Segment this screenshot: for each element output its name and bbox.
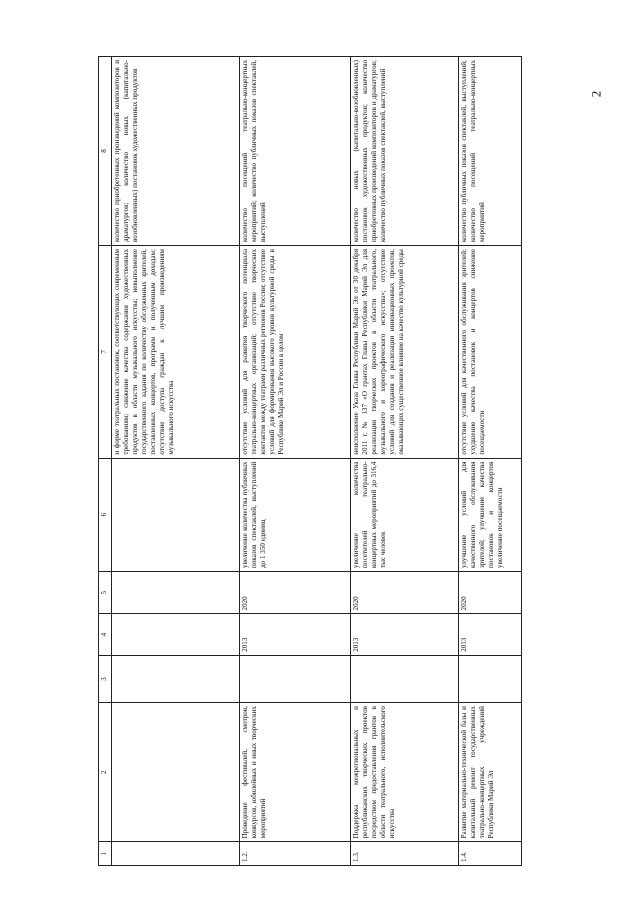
cell-consequences: неисполнение Указа Главы Республики Марий Эл от 30 декабря 2011 г. № 137 «О грантах Главы Республики Марий Эл для реализации творческих проектов в области театрального, музыкального и хореографического искусства»; отсутствие условий для создания и реализации инновационных проектов, оказывающих существенное влияние на качество культурной среды (351, 246, 459, 459)
cell-end-year: 2020 (459, 571, 522, 614)
header-cell: 8 (99, 57, 112, 246)
cell-start-year (112, 614, 240, 655)
header-cell: 2 (99, 703, 112, 842)
cell-expected-result: улучшение условий для качественного обслуживания зрителей; улучшение качества постановок и концертов увеличение посещаемости (459, 458, 522, 571)
cell-measure: Поддержка межрегиональных и республиканских творческих проектов посредством предоставления грантов в области театрального, исполнительского искусства (351, 703, 459, 842)
table-row (112, 57, 240, 866)
header-cell: 6 (99, 458, 112, 571)
cell-executor (112, 655, 240, 702)
cell-executor (459, 655, 522, 702)
header-cell: 5 (99, 571, 112, 614)
cell-indicators: количество публичных показов спектаклей, выступлений; количество посещений театрально-концертных мероприятий (459, 57, 522, 246)
cell-end-year: 2020 (240, 571, 351, 614)
table-row (459, 57, 522, 866)
header-cell: 3 (99, 655, 112, 702)
cell-expected-result (112, 458, 240, 571)
cell-start-year: 2013 (240, 614, 351, 655)
rotated-table-container (98, 56, 586, 866)
cell-indicators: количество посещений театрально-концертных мероприятий; количество публичных показов спектаклей, выступлений (240, 57, 351, 246)
header-cell: 1 (99, 842, 112, 866)
cell-end-year: 2020 (351, 571, 459, 614)
header-cell: 7 (99, 246, 112, 459)
cell-measure (112, 703, 240, 842)
table-row (351, 57, 459, 866)
header-row (99, 57, 112, 866)
cell-start-year: 2013 (459, 614, 522, 655)
cell-consequences: отсутствие условий для развития творческого потенциала театрально-концертных организаций; отсутствие творческих контактов между театрами различных регионов России; отсутствие условий для формирования высокого уровня культурной среды в Республике Марий Эл и России в целом (240, 246, 351, 459)
header-cell: 4 (99, 614, 112, 655)
cell-executor (240, 655, 351, 702)
cell-expected-result: увеличение количества посетителей театрально-концертных мероприятий до 316,4 тыс человек (351, 458, 459, 571)
cell-num: 1.4. (459, 842, 522, 866)
cell-consequences: и форме театральных постановок, соответствующих современным требованиям; снижение качества содержания художественных продуктов в области музыкального искусства; невыполнение государственного задания по количеству обслуженных зрителей, поставленных концертов, программ и полученным доходам; отсутствие доступа граждан к лучшим произведениям музыкального искусства (112, 246, 240, 459)
cell-start-year: 2013 (351, 614, 459, 655)
cell-measure: Развитие материально-технической базы и капитальный ремонт государственных театрально-концертных учреждений Республики Марий Эл (459, 703, 522, 842)
program-measures-table (98, 56, 522, 866)
cell-executor (351, 655, 459, 702)
cell-num: 1.3. (351, 842, 459, 866)
cell-measure: Проведение фестивалей, смотров, конкурсов, юбилейных и иных творческих мероприятий (240, 703, 351, 842)
cell-num (112, 842, 240, 866)
cell-indicators: количество приобретенных произведений композиторов и драматургов; количество новых (капитально-возобновленных) постановок художественных продуктов (112, 57, 240, 246)
table-row (240, 57, 351, 866)
cell-end-year (112, 571, 240, 614)
cell-indicators: количество новых (капитально-возобновленных) постановок художественных продуктов; количество приобретенных произведений композиторов и драматургов; количество публичных показов спектаклей, выступлений (351, 57, 459, 246)
cell-consequences: отсутствие условий для качественного обслуживания зрителей; ухудшение качества постановок и концертов снижение посещаемости (459, 246, 522, 459)
page-number: 2 (588, 90, 604, 98)
cell-num: 1.2. (240, 842, 351, 866)
cell-expected-result: увеличение количества публичных показов спектаклей, выступлений до 1 350 единиц (240, 458, 351, 571)
